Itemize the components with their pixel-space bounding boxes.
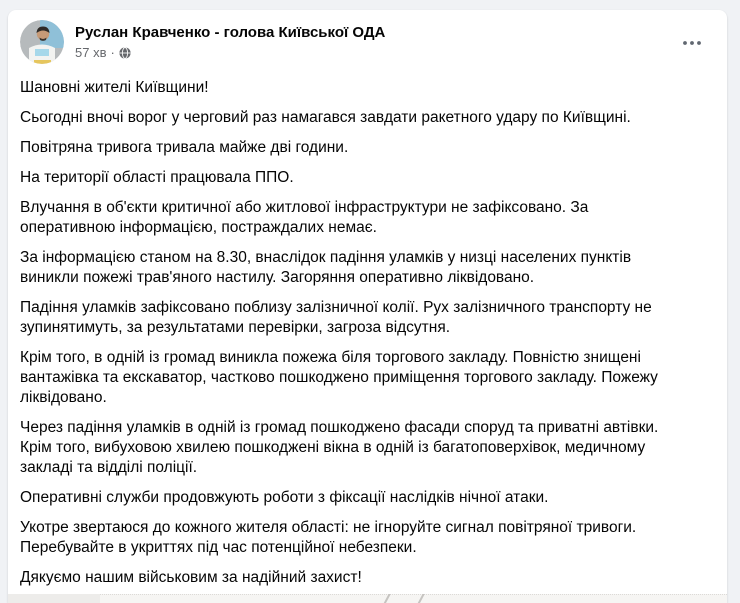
post-paragraph: Крім того, в одній із громад виникла пожежа біля торгового закладу. Повністю знищені вантажівка та екскаватор, частково пошкоджено приміщення торгового закладу. Пожежу ліквідовано. <box>20 349 658 406</box>
attachment-map-region <box>100 594 727 603</box>
post-paragraph: Повітряна тривога тривала майже дві години. <box>20 139 349 156</box>
post-paragraph: Укотре звертаюся до кожного жителя області: не ігноруйте сигнал повітряної тривоги. Перебувайте в укриттях під час потенційної небезпеки. <box>20 519 637 556</box>
attachment-map-left-region <box>8 594 100 603</box>
avatar[interactable] <box>20 20 64 64</box>
post-paragraph: Через падіння уламків в одній із громад пошкоджено фасади споруд та приватні автівки. Крім того, вибуховою хвилею пошкоджені вікна в одній із багатоповерхівок, медичному закладі та відділі поліції. <box>20 419 659 476</box>
post-header <box>8 10 727 64</box>
post-body <box>8 64 660 588</box>
attachment-image-preview[interactable] <box>8 594 727 603</box>
post-paragraph: Шановні жителі Київщини! <box>20 79 209 96</box>
author-name-link[interactable]: Руслан Кравченко - голова Київської ОДА <box>75 24 386 41</box>
post-meta <box>75 46 385 60</box>
post-paragraph: Сьогодні вночі ворог у черговий раз намагався завдати ракетного удару по Київщині. <box>20 109 631 126</box>
profile-photo <box>20 20 64 64</box>
meta-separator: · <box>110 45 115 60</box>
globe-icon <box>119 47 131 59</box>
post-header-info <box>75 20 385 64</box>
post-paragraph: За інформацією станом на 8.30, внаслідок падіння уламків у низці населених пунктів виникли пожежі трав'яного настилу. Загоряння оперативно ліквідовано. <box>20 249 632 286</box>
ellipsis-icon <box>682 34 702 49</box>
post-paragraph: Падіння уламків зафіксовано поблизу залізничної колії. Рух залізничного транспорту не зупинятимуть, за результатами перевірки, загроза відсутня. <box>20 299 652 336</box>
post-paragraph: Дякуємо нашим військовим за надійний захист! <box>20 569 362 586</box>
timestamp-link[interactable]: 57 хв <box>75 45 107 60</box>
post-paragraph: Оперативні служби продовжують роботи з фіксації наслідків нічної атаки. <box>20 489 549 506</box>
post-paragraph: На території області працювала ППО. <box>20 169 294 186</box>
facebook-post-card <box>8 10 727 603</box>
post-paragraph: Влучання в об'єкти критичної або житлової інфраструктури не зафіксовано. За оперативною інформацією, постраждалих немає. <box>20 199 589 236</box>
more-options-button[interactable] <box>676 25 708 57</box>
